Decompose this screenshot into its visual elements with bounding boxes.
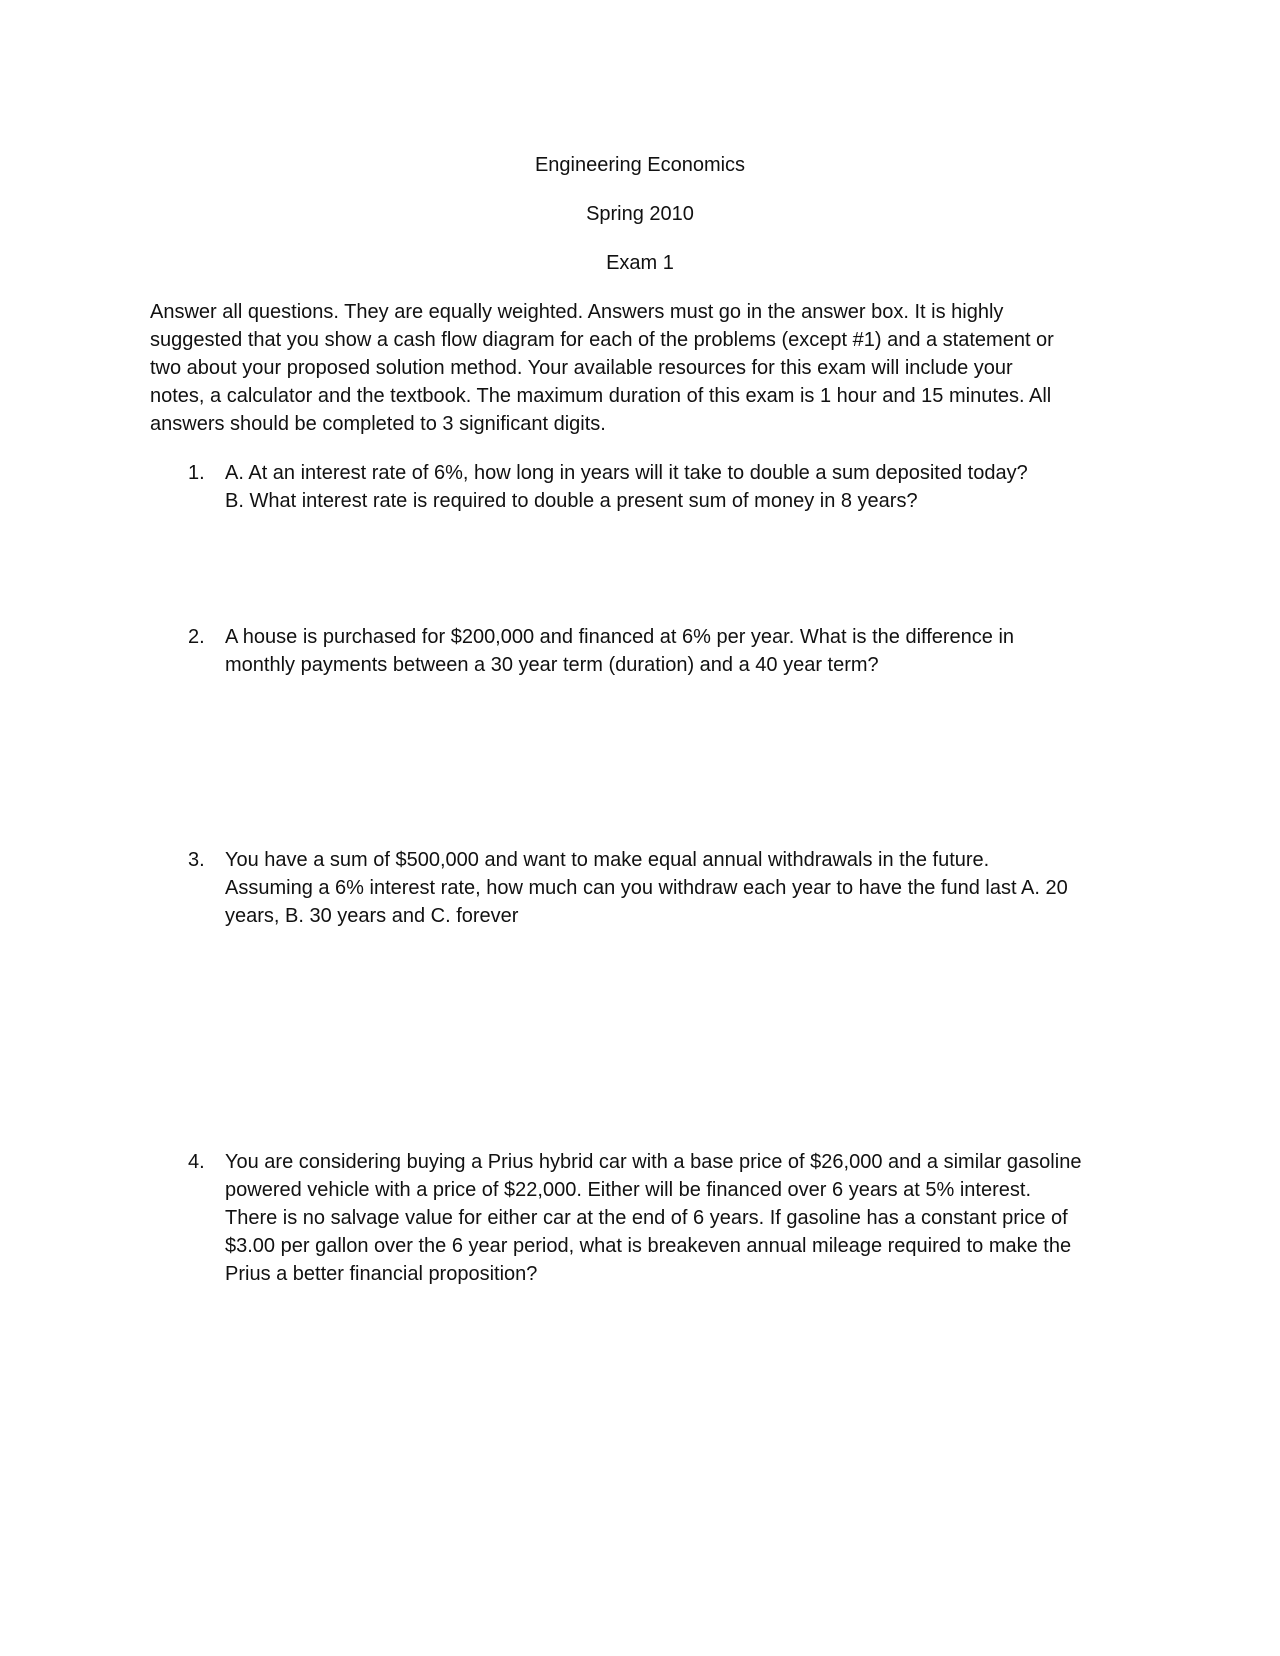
question-line: There is no salvage value for either car at the end of 6 years. If gasoline has a constant price of <box>225 1207 1068 1229</box>
question-text <box>225 846 1128 930</box>
question-number: 4. <box>188 1151 205 1173</box>
question-line: Prius a better financial proposition? <box>225 1263 538 1285</box>
question-3 <box>188 846 1128 930</box>
question-2 <box>188 623 1128 679</box>
question-line: powered vehicle with a price of $22,000. Either will be financed over 6 years at 5% interest. <box>225 1179 1031 1201</box>
question-1 <box>188 459 1128 515</box>
question-line: A. At an interest rate of 6%, how long in years will it take to double a sum deposited today? <box>225 462 1028 484</box>
question-text <box>225 459 1128 515</box>
instructions-line: Answer all questions. They are equally weighted. Answers must go in the answer box. It is highly <box>150 301 1004 323</box>
instructions-line: two about your proposed solution method. Your available resources for this exam will include your <box>150 357 1013 379</box>
course-title: Engineering Economics <box>534 154 746 176</box>
question-4 <box>188 1148 1128 1288</box>
instructions-line: answers should be completed to 3 significant digits. <box>150 413 606 435</box>
question-number: 2. <box>188 626 205 648</box>
question-line: years, B. 30 years and C. forever <box>225 905 519 927</box>
question-line: A house is purchased for $200,000 and financed at 6% per year. What is the difference in <box>225 626 1015 648</box>
question-line: You are considering buying a Prius hybrid car with a base price of $26,000 and a similar gasoline <box>225 1151 1082 1173</box>
question-number: 3. <box>188 849 205 871</box>
instructions-paragraph <box>150 298 1110 438</box>
question-line: $3.00 per gallon over the 6 year period, what is breakeven annual mileage required to make the <box>225 1235 1072 1257</box>
question-number: 1. <box>188 462 205 484</box>
instructions-line: suggested that you show a cash flow diagram for each of the problems (except #1) and a statement or <box>150 329 1054 351</box>
question-line: monthly payments between a 30 year term (duration) and a 40 year term? <box>225 654 879 676</box>
term-label: Spring 2010 <box>586 203 694 225</box>
question-line: You have a sum of $500,000 and want to make equal annual withdrawals in the future. <box>225 849 990 871</box>
question-text <box>225 1148 1128 1288</box>
question-line: B. What interest rate is required to double a present sum of money in 8 years? <box>225 490 918 512</box>
question-line: Assuming a 6% interest rate, how much can you withdraw each year to have the fund last A. 20 <box>225 877 1068 899</box>
instructions-line: notes, a calculator and the textbook. The maximum duration of this exam is 1 hour and 15 minutes. All <box>150 385 1052 407</box>
question-text <box>225 623 1128 679</box>
exam-label: Exam 1 <box>606 252 674 274</box>
